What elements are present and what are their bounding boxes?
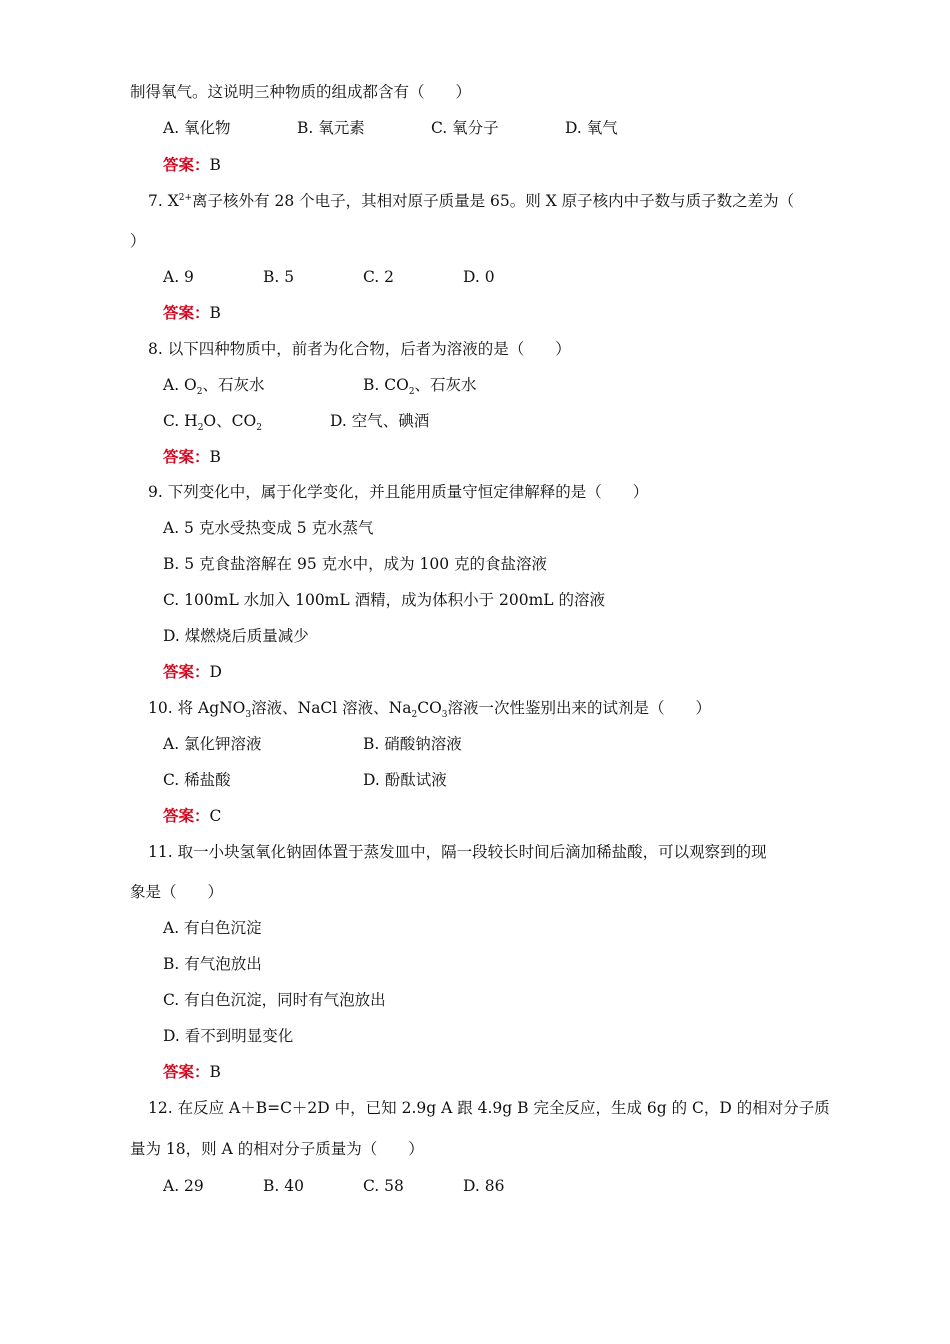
q9-option-a: A. 5 克水受热变成 5 克水蒸气 xyxy=(163,519,374,537)
q8-option-c: C. $H_2O$、$CO_2$ xyxy=(163,412,262,434)
q9-option-d: D. 煤燃烧后质量减少 xyxy=(163,627,309,645)
question-8-stem: 8. 以下四种物质中，前者为化合物，后者为溶液的是（ ） xyxy=(148,340,571,358)
answer-label: 答案： xyxy=(163,303,210,322)
q12-option-d: D. 86 xyxy=(463,1177,505,1195)
answer-value: B xyxy=(209,1063,221,1081)
q11-option-a: A. 有白色沉淀 xyxy=(163,919,262,937)
q8-answer xyxy=(163,447,221,467)
q10-option-b: B. 硝酸钠溶液 xyxy=(363,735,462,753)
answer-label: 答案： xyxy=(163,447,210,466)
q6-option-c: C. 氧分子 xyxy=(431,119,499,137)
q11-answer xyxy=(163,1062,221,1082)
q7-option-a: A. 9 xyxy=(163,268,194,286)
q11-option-b: B. 有气泡放出 xyxy=(163,955,262,973)
q11-option-d: D. 看不到明显变化 xyxy=(163,1027,294,1045)
question-number: 7. X xyxy=(148,192,179,210)
answer-value: B xyxy=(209,448,221,466)
answer-label: 答案： xyxy=(163,1062,210,1081)
q10-option-c: C. 稀盐酸 xyxy=(163,771,231,789)
q8-option-a: A. $O_2$、石灰水 xyxy=(163,376,265,398)
question-text: 离子核外有 28 个电子，其相对原子质量是 65。则 X 原子核内中子数与质子数之差为（ xyxy=(192,192,795,210)
q8-option-b: B. $CO_2$、石灰水 xyxy=(363,376,477,398)
q12-option-b: B. 40 xyxy=(263,1177,304,1195)
ion-charge: 2+ xyxy=(178,192,193,203)
q6-option-d: D. 氧气 xyxy=(565,119,618,137)
q11-option-c: C. 有白色沉淀，同时有气泡放出 xyxy=(163,991,386,1009)
q7-option-d: D. 0 xyxy=(463,268,495,286)
q6-option-a: A. 氧化物 xyxy=(163,119,231,137)
q7-option-c: C. 2 xyxy=(363,268,395,286)
answer-value: B xyxy=(209,156,221,174)
answer-value: D xyxy=(209,663,222,681)
question-11-stem-cont: 象是（ ） xyxy=(130,883,224,901)
answer-label: 答案： xyxy=(163,806,210,825)
q9-answer xyxy=(163,662,222,682)
answer-label: 答案： xyxy=(163,662,210,681)
question-7-stem xyxy=(148,191,794,211)
q10-option-a: A. 氯化钾溶液 xyxy=(163,735,262,753)
q9-option-b: B. 5 克食盐溶解在 95 克水中，成为 100 克的食盐溶液 xyxy=(163,555,548,573)
question-12-stem: 12. 在反应 A＋B=C＋2D 中，已知 2.9g A 跟 4.9g B 完全反应，生成 6g 的 C，D 的相对分子质 xyxy=(148,1099,830,1117)
q6-option-b: B. 氧元素 xyxy=(297,119,365,137)
q8-option-d: D. 空气、碘酒 xyxy=(330,412,430,430)
q6-answer xyxy=(163,155,221,175)
answer-value: C xyxy=(209,807,222,825)
question-10-stem: 10. 将 AgNO$_3$溶液、NaCl 溶液、$Na_2CO_3$溶液一次性鉴别出来的试剂是（ ） xyxy=(148,699,712,721)
q7-answer xyxy=(163,303,221,323)
question-11-stem: 11. 取一小块氢氧化钠固体置于蒸发皿中，隔一段较长时间后滴加稀盐酸，可以观察到的现 xyxy=(148,843,767,861)
q12-option-a: A. 29 xyxy=(163,1177,204,1195)
q7-option-b: B. 5 xyxy=(263,268,295,286)
question-9-stem: 9. 下列变化中，属于化学变化，并且能用质量守恒定律解释的是（ ） xyxy=(148,483,649,501)
answer-value: B xyxy=(209,304,221,322)
q12-option-c: C. 58 xyxy=(363,1177,404,1195)
q10-answer xyxy=(163,806,221,826)
q10-option-d: D. 酚酞试液 xyxy=(363,771,447,789)
question-7-stem-cont: ） xyxy=(130,232,146,250)
question-12-stem-cont: 量为 18，则 A 的相对分子质量为（ ） xyxy=(130,1140,424,1158)
answer-label: 答案： xyxy=(163,155,210,174)
question-6-stem-tail: 制得氧气。这说明三种物质的组成都含有（ ） xyxy=(130,83,472,101)
q9-option-c: C. 100mL 水加入 100mL 酒精，成为体积小于 200mL 的溶液 xyxy=(163,591,606,609)
